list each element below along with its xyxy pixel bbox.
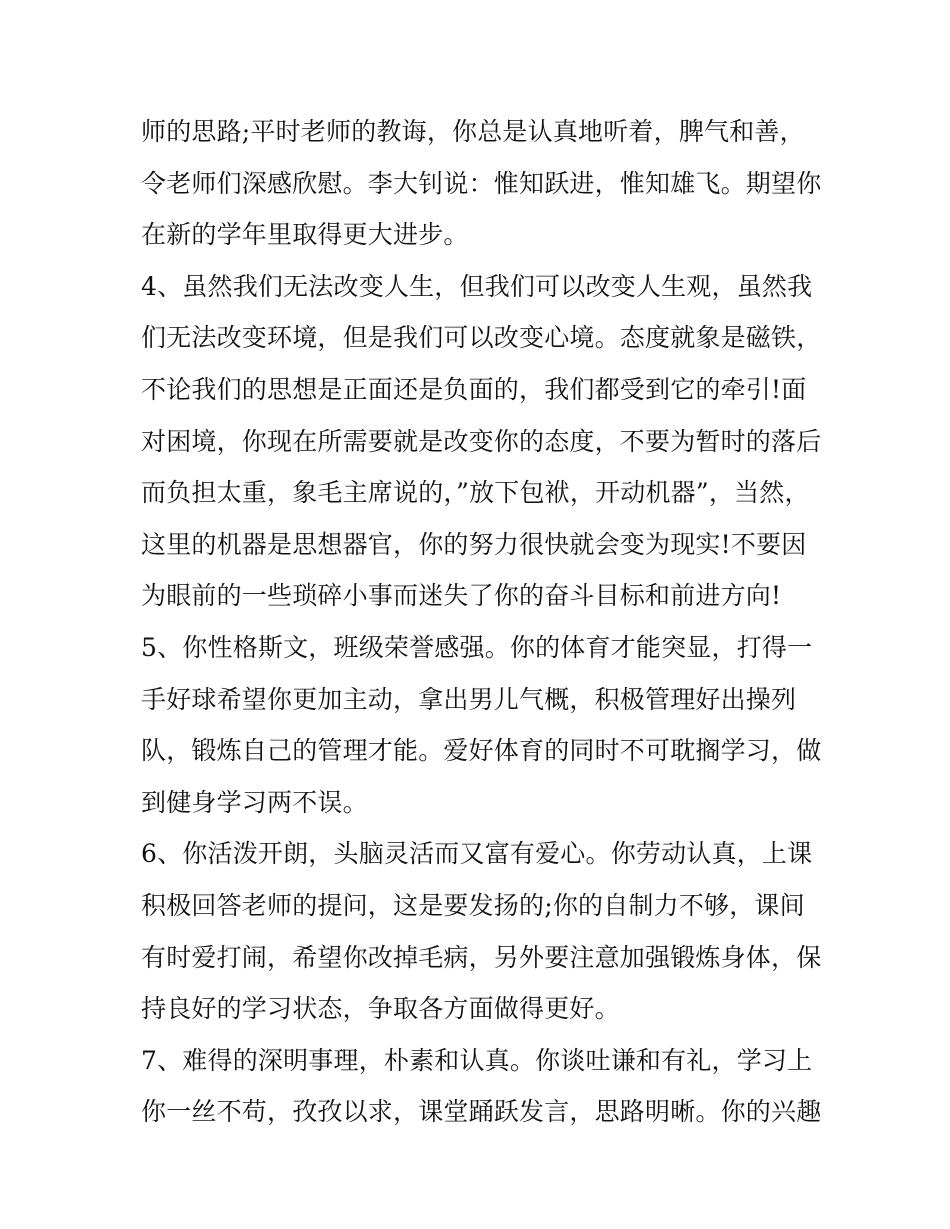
- text-line: 不论我们的思想是正面还是负面的，我们都受到它的牵引!面: [141, 374, 807, 404]
- text-line: 6、你活泼开朗，头脑灵活而又富有爱心。你劳动认真，上课: [141, 839, 813, 869]
- text-line: 为眼前的一些琐碎小事而迷失了你的奋斗目标和前进方向!: [141, 581, 782, 611]
- text-line: 们无法改变环境，但是我们可以改变心境。态度就象是磁铁，: [141, 323, 822, 353]
- text-line: 对困境，你现在所需要就是改变你的态度，不要为暂时的落后: [141, 426, 822, 456]
- text-line: 4、虽然我们无法改变人生，但我们可以改变人生观，虽然我: [141, 271, 813, 301]
- text-line: 而负担太重，象毛主席说的，”放下包袱，开动机器”，当然，: [141, 478, 810, 508]
- text-line: 队，锻炼自己的管理才能。爱好体育的同时不可耽搁学习，做: [141, 736, 822, 766]
- text-line: 有时爱打闹，希望你改掉毛病，另外要注意加强锻炼身体，保: [141, 942, 822, 972]
- text-line: 师的思路;平时老师的教诲，你总是认真地听着，脾气和善，: [141, 117, 805, 146]
- body-text: [141, 106, 821, 1138]
- text-line: 持良好的学习状态，争取各方面做得更好。: [141, 994, 620, 1024]
- text-line: 手好球希望你更加主动，拿出男儿气概，积极管理好出操列: [141, 684, 797, 714]
- text-line: 在新的学年里取得更大进步。: [141, 220, 469, 250]
- text-line: 7、难得的深明事理，朴素和认真。你谈吐谦和有礼，学习上: [141, 1045, 813, 1075]
- text-line: 这里的机器是思想器官，你的努力很快就会变为现实!不要因: [141, 529, 807, 559]
- text-line: 令老师们深感欣慰。李大钊说：惟知跃进，惟知雄飞。期望你: [141, 168, 822, 198]
- text-line: 你一丝不苟，孜孜以求，课堂踊跃发言，思路明晰。你的兴趣: [141, 1097, 822, 1127]
- text-line: 到健身学习两不误。: [141, 787, 368, 817]
- text-line: 积极回答老师的提问，这是要发扬的;你的自制力不够，课间: [141, 890, 805, 920]
- text-line: 5、你性格斯文，班级荣誉感强。你的体育才能突显，打得一: [141, 632, 813, 662]
